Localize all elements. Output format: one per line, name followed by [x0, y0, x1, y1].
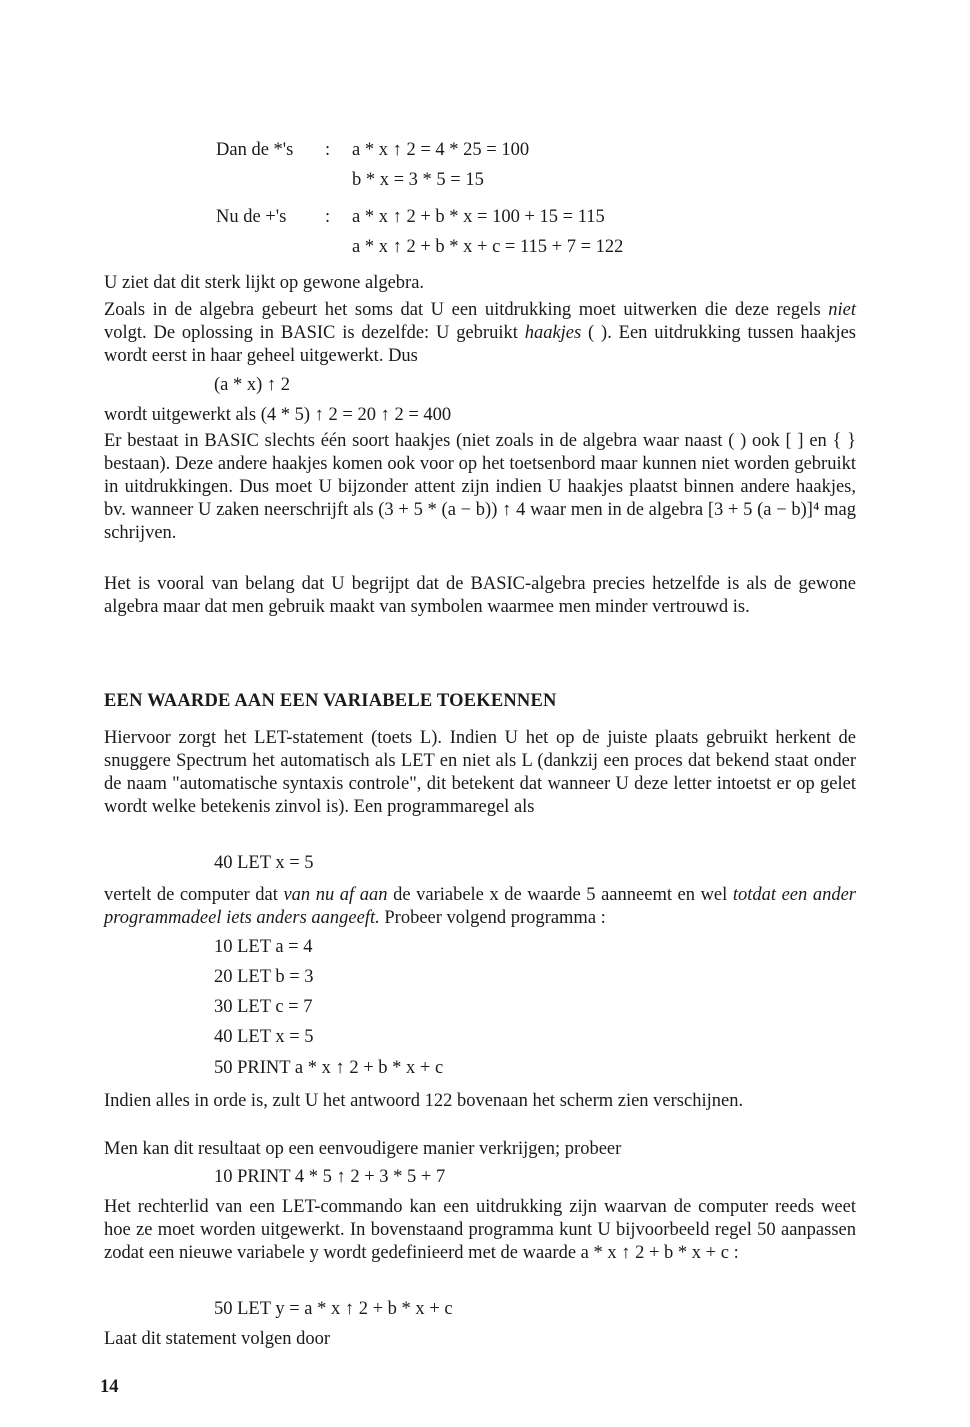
paragraph-7 — [104, 884, 856, 930]
p7-text-c: de variabele x de waarde 5 aanneemt en wel — [387, 885, 733, 905]
paragraph-4: Er bestaat in BASIC slechts één soort haakjes (niet zoals in de algebra waar naast ( ) ook [ ] en { } bestaan). Deze andere haakjes komen ook voor op het toetsenbord maar kunnen niet worden gebruikt in uitdrukkingen. Dus moet U bijzonder attent zijn indien U haakjes plaatst binnen andere haakjes, bv. wanneer U zaken neerschrijft als (3 + 5 * (a − b)) ↑ 4 waar men in de algebra [3 + 5 (a − b)]⁴ mag schrijven. — [104, 431, 856, 543]
p2-text-e: ( ). Een uitdrukking tussen haakjes wordt eerst in haar geheel uitgewerkt. Dus — [104, 323, 856, 366]
code-line-1: 40 LET x = 5 — [214, 853, 314, 873]
section-heading: EEN WAARDE AAN EEN VARIABELE TOEKENNEN — [104, 691, 557, 711]
program-line: 20 LET b = 3 — [214, 967, 314, 987]
p7-emphasis-1: van nu af aan — [283, 885, 388, 905]
paragraph-11: Laat dit statement volgen door — [104, 1329, 331, 1349]
paragraph-1: U ziet dat dit sterk lijkt op gewone algebra. — [104, 273, 425, 293]
p7-text-a: vertelt de computer dat — [104, 885, 284, 905]
row4-expression: a * x ↑ 2 + b * x + c = 115 + 7 = 122 — [352, 237, 624, 257]
p2-text-c: volgt. De oplossing in BASIC is dezelfde: U gebruikt — [104, 323, 525, 343]
paragraph-5: Het is vooral van belang dat U begrijpt dat de BASIC-algebra precies hetzelfde is als de gewone algebra maar dat men gebruik maakt van symbolen waarmee men minder vertrouwd is. — [104, 574, 856, 617]
p2-emphasis-niet: niet — [828, 300, 856, 320]
program-line: 40 LET x = 5 — [214, 1027, 314, 1047]
p2-emphasis-haakjes: haakjes — [524, 323, 582, 343]
row3-separator: : — [325, 207, 331, 227]
program-line: 10 LET a = 4 — [214, 937, 313, 957]
page-number: 14 — [100, 1377, 119, 1397]
p7-emphasis-2: totdat een ander programmadeel iets anders aangeeft. — [104, 885, 856, 928]
row3-expression: a * x ↑ 2 + b * x = 100 + 15 = 115 — [352, 207, 605, 227]
row3-label: Nu de +'s — [216, 207, 287, 227]
paragraph-10: Het rechterlid van een LET-commando kan een uitdrukking zijn waarvan de computer reeds weet hoe ze moet worden uitgewerkt. In bovenstaand programma kunt U bijvoorbeeld regel 50 aanpassen zodat een nieuwe variabele y wordt gedefinieerd met de waarde a * x ↑ 2 + b * x + c : — [104, 1197, 856, 1263]
paragraph-8: Indien alles in orde is, zult U het antwoord 122 bovenaan het scherm zien verschijnen. — [104, 1091, 744, 1111]
paragraph-6: Hiervoor zorgt het LET-statement (toets L). Indien U het op de juiste plaats gebruikt herkent de snuggere Spectrum het automatisch als LET en niet als L (dankzij een proces dat bekend staat onder de naam "automatische syntaxis controle", dit betekent dat wanneer U deze letter intoetst er op gelet wordt welke betekenis zinvol is). Een programmaregel als — [104, 728, 856, 817]
paragraph-2 — [104, 299, 856, 368]
program-line: 50 PRINT a * x ↑ 2 + b * x + c — [214, 1058, 444, 1078]
p7-text-e: Probeer volgend programma : — [379, 908, 606, 928]
expression-1: (a * x) ↑ 2 — [214, 375, 291, 395]
program-line: 30 LET c = 7 — [214, 997, 313, 1017]
p2-text-a: Zoals in de algebra gebeurt het soms dat U een uitdrukking moet uitwerken die deze regels — [104, 300, 829, 320]
row1-separator: : — [325, 140, 331, 160]
row1-label: Dan de *'s — [216, 140, 294, 160]
row1-expression: a * x ↑ 2 = 4 * 25 = 100 — [352, 140, 530, 160]
paragraph-3: wordt uitgewerkt als (4 * 5) ↑ 2 = 20 ↑ 2 = 400 — [104, 405, 452, 425]
paragraph-9: Men kan dit resultaat op een eenvoudigere manier verkrijgen; probeer — [104, 1139, 622, 1159]
row2-expression: b * x = 3 * 5 = 15 — [352, 170, 484, 190]
code-line-2: 10 PRINT 4 * 5 ↑ 2 + 3 * 5 + 7 — [214, 1167, 446, 1187]
code-line-3: 50 LET y = a * x ↑ 2 + b * x + c — [214, 1299, 453, 1319]
